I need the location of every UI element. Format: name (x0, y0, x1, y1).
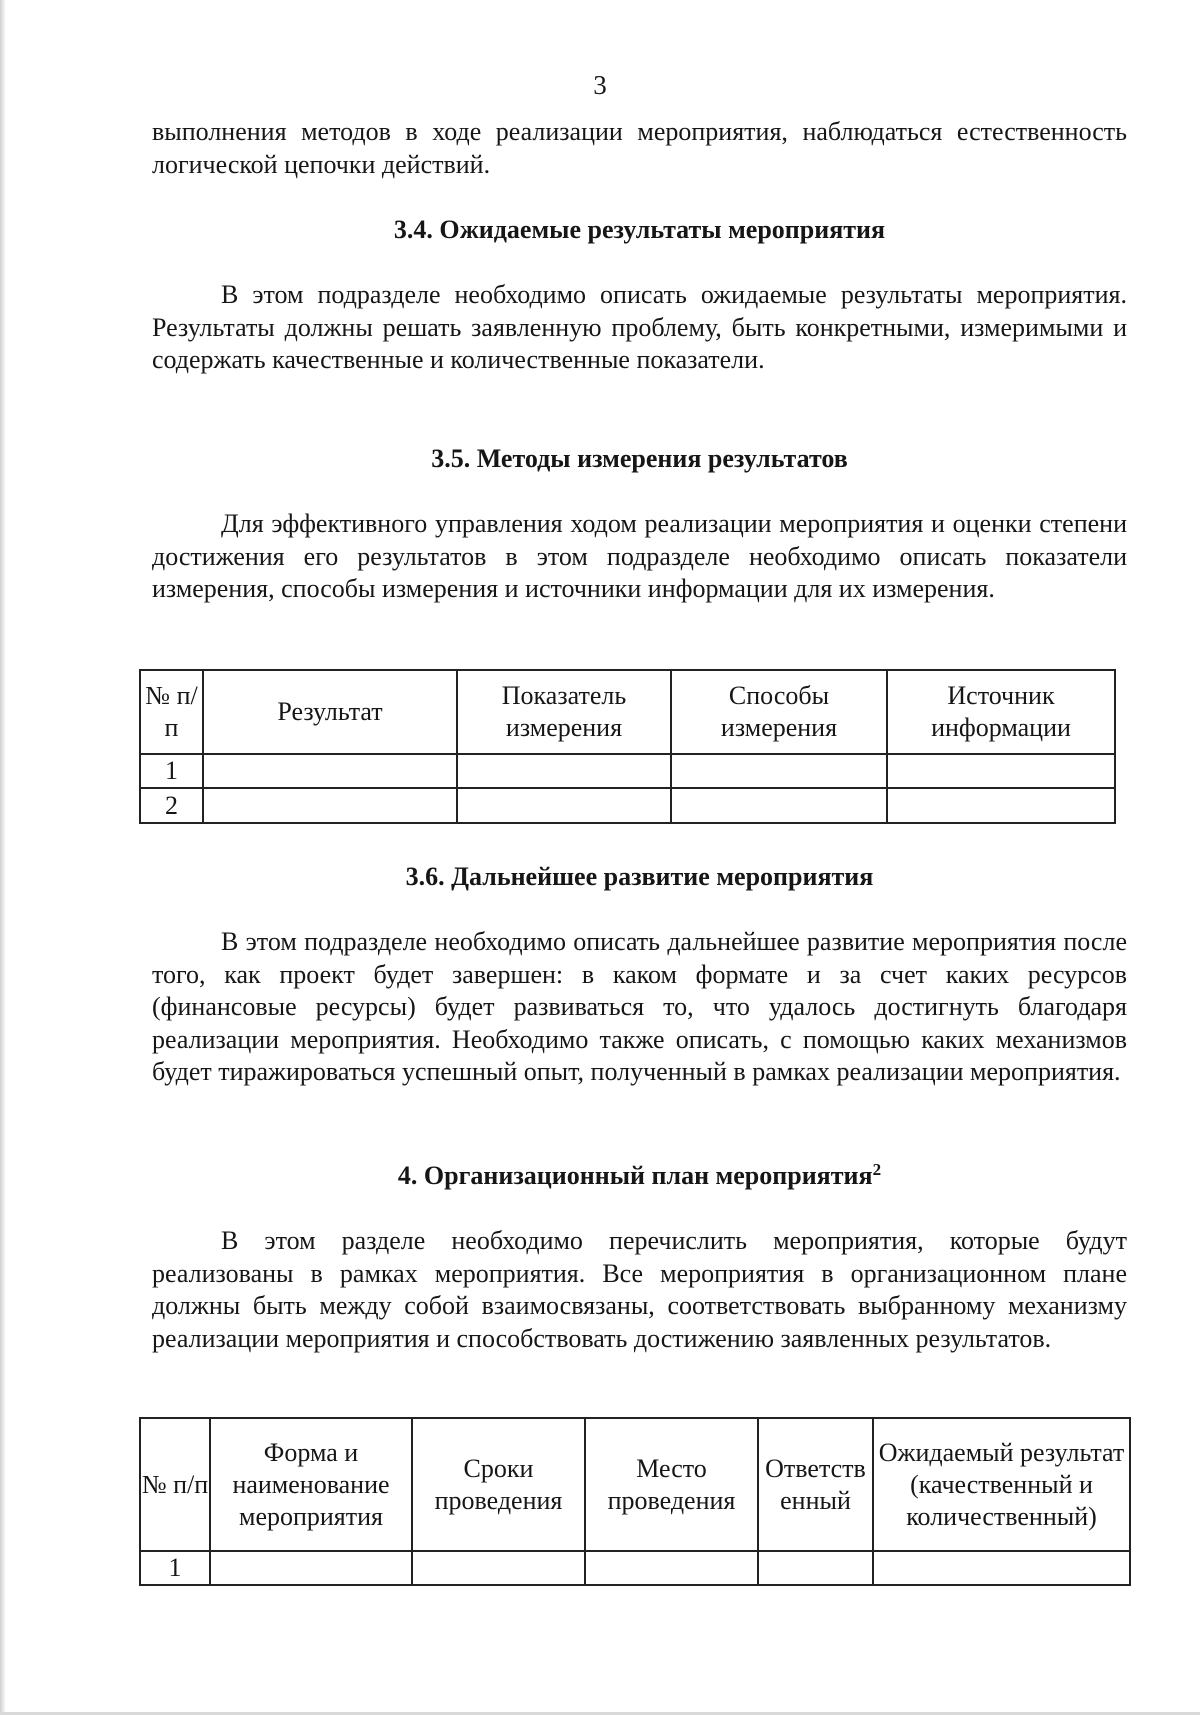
table-cell (457, 754, 671, 788)
table-cell (412, 1551, 585, 1585)
table-cell (210, 1551, 412, 1585)
section-3-4-text: В этом подразделе необходимо описать ожидаемые результаты мероприятия. Результаты должны решать заявленную проблему, быть конкретными, измеримыми и содержать качественные и количественные показатели. (152, 280, 1127, 374)
col-dates-header: Сроки проведения (412, 1418, 585, 1551)
table-cell (457, 788, 671, 823)
col-methods-header: Способы измерения (671, 670, 887, 754)
col-expected-result-header: Ожидаемый результат (качественный и количественный) (873, 1418, 1130, 1551)
section-4-title-text: 4. Организационный план мероприятия (397, 1161, 873, 1190)
col-responsible-header: Ответственный (758, 1418, 873, 1551)
col-result-header: Результат (203, 670, 457, 754)
table-cell (758, 1551, 873, 1585)
section-3-6-title: 3.6. Дальнейшее развитие мероприятия (405, 862, 874, 891)
scan-shadow (0, 0, 6, 1715)
table-row (140, 788, 1115, 823)
table-cell (671, 754, 887, 788)
page-number: 3 (593, 70, 607, 100)
col-number-header: № п/п (140, 1418, 210, 1551)
plan-table-header (140, 1418, 1130, 1551)
section-4-text: В этом разделе необходимо перечислить мероприятия, которые будут реализованы в рамках мероприятия. Все мероприятия в организационном плане должны быть между собой взаимосвязаны, соответствовать выбранному механизму реализации мероприятия и способствовать достижению заявленных результатов. (152, 1226, 1127, 1353)
table-cell (203, 788, 457, 823)
row-number: 1 (140, 754, 203, 788)
col-form-header: Форма и наименование мероприятия (210, 1418, 412, 1551)
section-3-5-title: 3.5. Методы измерения результатов (431, 444, 848, 473)
footnote-mark: 2 (872, 1160, 882, 1179)
section-3-4-title: 3.4. Ожидаемые результаты мероприятия (393, 215, 886, 244)
table-row (140, 1551, 1130, 1585)
col-place-header: Место проведения (585, 1418, 758, 1551)
section-3-6-text: В этом подразделе необходимо описать дальнейшее развитие мероприятия после того, как проект будет завершен: в каком формате и за счет каких ресурсов (финансовые ресурсы) будет развиваться то, что удалось достигнуть благодаря реализации мероприятия. Необходимо также описать, с помощью каких механизмов будет тиражироваться успешный опыт, полученный в рамках реализации мероприятия. (152, 927, 1127, 1086)
measurement-table-header (140, 670, 1115, 754)
col-number-header: № п/п (140, 670, 203, 754)
table-row (140, 754, 1115, 788)
table-cell (887, 754, 1115, 788)
row-number: 1 (140, 1551, 210, 1585)
table-cell (585, 1551, 758, 1585)
table-cell (887, 788, 1115, 823)
table-cell (203, 754, 457, 788)
measurement-table (139, 669, 1116, 824)
section-4-title (152, 1160, 1127, 1192)
intro-continuation: выполнения методов в ходе реализации мероприятия, наблюдаться естественность логической цепочки действий. (152, 117, 1127, 179)
col-source-header: Источник информации (887, 670, 1115, 754)
row-number: 2 (140, 788, 203, 823)
table-cell (873, 1551, 1130, 1585)
section-3-5-text: Для эффективного управления ходом реализации мероприятия и оценки степени достижения его результатов в этом подразделе необходимо описать показатели измерения, способы измерения и источники информации для их измерения. (152, 509, 1127, 603)
col-indicator-header: Показатель измерения (457, 670, 671, 754)
organizational-plan-table (139, 1417, 1131, 1586)
table-cell (671, 788, 887, 823)
